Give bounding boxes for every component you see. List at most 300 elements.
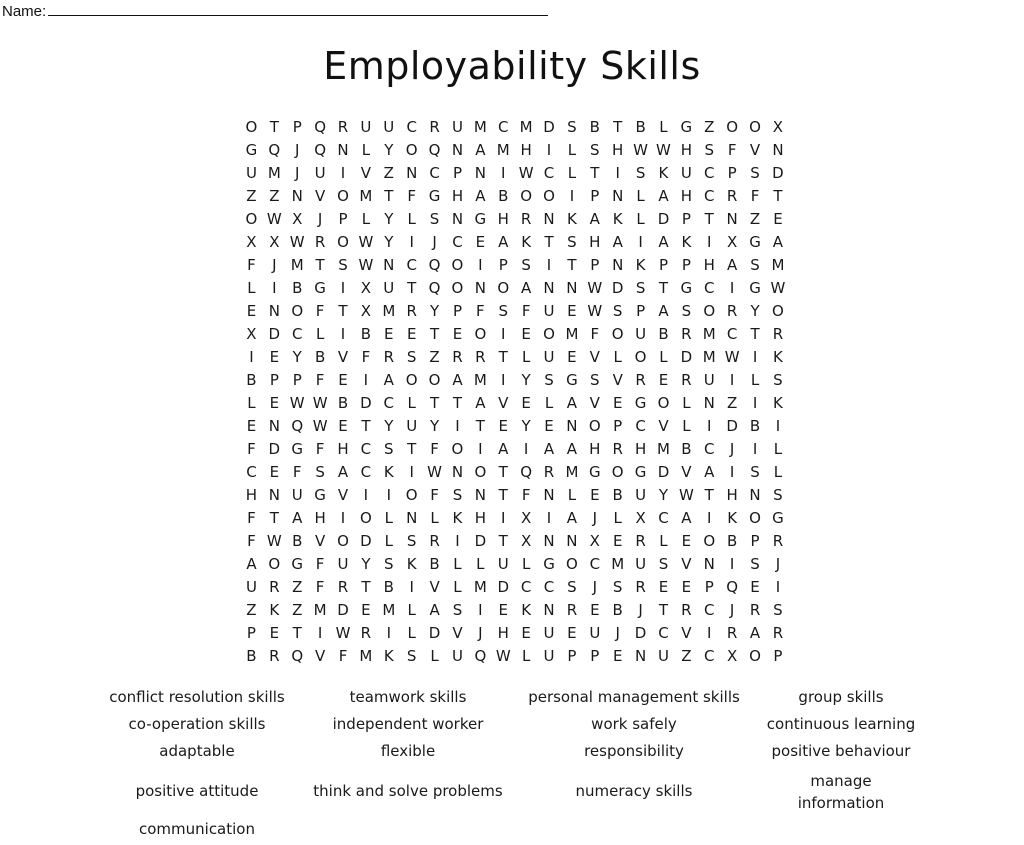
grid-letter: B [727,531,738,550]
grid-letter: I [775,416,781,435]
grid-letter: A [452,370,463,389]
grid-letter: L [361,209,371,228]
grid-letter: K [452,508,463,527]
grid-letter: N [612,255,624,274]
grid-letter: G [543,554,555,573]
grid-letter: B [246,370,257,389]
grid-letter: X [246,324,257,343]
grid-letter: S [429,209,440,228]
name-label: Name: [2,3,47,20]
grid-row [240,621,789,644]
grid-row [240,322,789,345]
grid-letter: O [245,209,258,228]
grid-letter: U [245,163,257,182]
grid-letter: C [704,163,715,182]
grid-letter: F [727,140,737,159]
grid-letter: X [520,508,532,527]
grid-letter: S [567,232,577,251]
grid-letter: I [501,324,506,343]
grid-letter: B [589,117,600,136]
grid-letter: O [474,462,487,481]
grid-letter: A [292,508,303,527]
grid-letter: K [566,209,577,228]
grid-letter: Q [726,577,739,596]
grid-letter: O [543,324,555,343]
grid-letter: I [729,370,735,389]
grid-letter: T [544,232,554,251]
word-bank-item: numeracy skills [575,782,693,800]
grid-letter: H [245,485,258,504]
grid-letter: P [613,416,623,435]
grid-letter: C [498,117,509,136]
grid-letter: C [589,554,601,573]
grid-letter: F [247,255,256,274]
grid-letter: E [406,324,417,343]
grid-letter: O [703,301,716,320]
grid-letter: S [406,347,417,366]
grid-letter: A [475,140,486,159]
grid-letter: C [704,600,715,619]
grid-letter: R [383,347,394,366]
grid-letter: K [773,347,783,366]
grid-letter: T [498,485,508,504]
grid-letter: F [315,370,325,389]
name-blank-line [48,3,548,16]
grid-letter: O [428,370,441,389]
grid-letter: I [752,439,758,458]
grid-letter: J [295,140,300,159]
grid-letter: N [406,163,418,182]
grid-letter: Z [749,209,761,228]
grid-letter: O [405,140,418,159]
grid-letter: P [246,623,256,642]
grid-letter: F [247,439,256,458]
grid-letter: I [546,140,552,159]
grid-letter: J [478,623,483,642]
grid-letter: O [749,117,761,136]
grid-letter: R [681,324,692,343]
grid-letter: A [704,462,715,481]
grid-letter: O [611,324,624,343]
grid-letter: W [678,485,694,504]
grid-letter: B [383,577,394,596]
grid-letter: S [612,301,623,320]
grid-letter: A [658,232,669,251]
grid-letter: I [707,232,712,251]
word-bank-item: think and solve problems [313,782,503,800]
grid-letter: C [291,324,303,343]
grid-letter: U [337,554,349,573]
grid-letter: K [658,163,669,182]
grid-letter: X [727,646,738,665]
grid-letter: W [266,531,282,550]
grid-letter: L [407,600,416,619]
grid-letter: Q [428,140,441,159]
grid-letter: X [292,209,303,228]
grid-letter: L [659,117,668,136]
grid-letter: R [635,370,646,389]
grid-letter: E [521,623,531,642]
grid-letter: N [634,646,647,665]
grid-letter: W [587,278,603,297]
grid-letter: U [451,117,463,136]
grid-letter: I [455,531,460,550]
grid-letter: L [315,324,325,343]
grid-letter: Y [384,232,394,251]
word-bank-item: teamwork skills [349,688,467,706]
word-bank-item: work safely [591,715,677,733]
grid-letter: E [521,324,531,343]
grid-letter: W [358,232,374,251]
grid-letter: M [565,324,579,343]
grid-letter: L [407,209,416,228]
grid-letter: A [749,623,761,642]
grid-letter: F [476,301,485,320]
grid-letter: L [453,554,462,573]
grid-letter: L [613,347,622,366]
grid-letter: L [407,393,416,412]
grid-letter: N [543,209,555,228]
grid-letter: H [337,439,349,458]
grid-letter: K [383,646,394,665]
grid-letter: N [451,140,464,159]
grid-letter: E [269,462,280,481]
grid-letter: L [247,393,256,412]
grid-letter: S [773,370,783,389]
grid-letter: F [247,508,256,527]
grid-letter: W [427,462,442,481]
grid-letter: O [451,278,464,297]
grid-letter: X [635,508,646,527]
grid-letter: B [681,439,692,458]
grid-letter: R [566,600,578,619]
grid-letter: N [543,600,555,619]
grid-letter: R [543,462,555,481]
word-bank-item: communication [138,820,255,838]
grid-letter: U [589,623,601,642]
grid-letter: I [363,485,369,504]
grid-letter: I [569,186,575,205]
grid-letter: I [707,508,712,527]
grid-letter: L [453,577,462,596]
grid-letter: T [429,393,440,412]
grid-letter: I [272,278,277,297]
grid-letter: A [612,232,623,251]
grid-letter: V [429,577,440,596]
grid-letter: A [658,301,669,320]
grid-letter: I [478,439,483,458]
grid-row [240,529,789,552]
word-bank-item: responsibility [584,742,684,760]
grid-row [240,552,789,575]
grid-letter: D [360,393,372,412]
grid-letter: F [750,186,760,205]
grid-letter: N [703,393,715,412]
grid-letter: R [726,301,738,320]
grid-letter: P [727,163,737,182]
grid-letter: Z [292,600,303,619]
grid-row [240,368,789,391]
grid-letter: I [546,255,552,274]
grid-letter: K [406,554,417,573]
page-title: Employability Skills [323,44,701,88]
grid-letter: Q [520,462,533,481]
grid-letter: R [337,577,349,596]
grid-letter: E [269,347,280,366]
grid-letter: R [406,301,417,320]
grid-letter: I [249,347,254,366]
grid-letter: K [681,232,692,251]
grid-letter: J [729,439,735,458]
grid-letter: S [452,485,463,504]
grid-letter: V [681,554,692,573]
grid-letter: U [383,117,395,136]
grid-letter: V [337,485,349,504]
grid-letter: I [340,278,346,297]
grid-row [240,253,789,276]
grid-letter: O [291,301,304,320]
grid-letter: I [340,508,346,527]
grid-letter: L [682,416,691,435]
grid-letter: Y [750,301,760,320]
grid-letter: L [773,462,783,481]
grid-letter: D [497,577,510,596]
grid-letter: C [520,577,532,596]
grid-letter: O [497,278,510,297]
word-bank-item: co-operation skills [128,715,266,733]
grid-letter: T [773,186,783,205]
grid-letter: K [383,462,394,481]
grid-letter: E [612,393,623,412]
grid-letter: T [315,255,325,274]
grid-letter: L [407,623,416,642]
grid-letter: S [452,600,463,619]
grid-row [240,644,789,667]
grid-letter: M [611,554,625,573]
grid-letter: R [726,186,738,205]
grid-letter: F [315,554,325,573]
grid-letter: P [590,186,600,205]
grid-letter: O [405,370,418,389]
grid-letter: W [312,416,328,435]
grid-letter: L [636,186,645,205]
grid-letter: A [566,439,578,458]
grid-letter: N [451,209,464,228]
grid-letter: A [498,439,509,458]
grid-letter: C [543,577,555,596]
grid-letter: P [567,646,577,665]
grid-letter: I [363,370,369,389]
grid-letter: L [567,140,577,159]
grid-letter: S [773,600,783,619]
grid-letter: V [589,393,600,412]
grid-letter: Y [429,301,440,320]
grid-letter: U [360,117,372,136]
grid-letter: P [452,301,462,320]
grid-letter: T [269,508,279,527]
grid-letter: S [681,301,692,320]
grid-letter: I [752,393,758,412]
grid-letter: W [495,646,511,665]
grid-letter: B [314,347,326,366]
grid-letter: B [612,485,623,504]
grid-letter: T [429,324,440,343]
grid-letter: P [498,255,508,274]
grid-letter: L [476,554,485,573]
word-bank-item: continuous learning [766,715,916,733]
grid-letter: E [498,600,508,619]
word-bank-item: positive behaviour [771,742,911,760]
grid-letter: H [634,439,647,458]
grid-letter: E [590,600,600,619]
grid-letter: I [409,577,414,596]
grid-letter: Q [268,140,281,159]
grid-letter: K [521,600,532,619]
grid-letter: I [729,554,735,573]
grid-letter: U [543,646,555,665]
grid-letter: T [292,623,302,642]
grid-letter: R [635,577,646,596]
grid-letter: U [291,485,303,504]
grid-letter: X [589,531,600,550]
grid-letter: K [773,393,783,412]
grid-letter: D [657,209,670,228]
grid-letter: O [405,485,418,504]
grid-letter: G [428,186,441,205]
grid-letter: L [544,393,554,412]
grid-letter: M [473,577,487,596]
grid-letter: Q [428,255,441,274]
grid-letter: C [452,232,463,251]
word-bank-item: independent worker [332,715,484,733]
grid-letter: E [567,347,577,366]
grid-letter: Q [314,140,327,159]
grid-letter: Y [384,140,394,159]
grid-letter: C [406,117,417,136]
grid-letter: Z [246,600,257,619]
grid-letter: U [245,577,257,596]
grid-letter: D [657,462,670,481]
grid-letter: M [359,646,373,665]
grid-letter: H [589,439,601,458]
grid-letter: A [383,370,394,389]
grid-letter: A [475,186,486,205]
word-bank-item: conflict resolution skills [109,688,285,706]
grid-letter: I [707,416,712,435]
grid-letter: N [543,485,555,504]
grid-letter: M [473,117,487,136]
grid-letter: A [772,232,784,251]
grid-letter: I [729,462,735,481]
grid-letter: G [749,278,761,297]
grid-letter: I [752,347,758,366]
grid-letter: S [590,370,600,389]
grid-letter: O [474,324,487,343]
grid-letter: L [682,393,691,412]
grid-letter: J [638,600,643,619]
grid-letter: G [634,462,647,481]
grid-letter: T [338,301,348,320]
grid-letter: I [340,163,346,182]
grid-letter: H [612,140,624,159]
grid-letter: M [473,370,487,389]
grid-letter: T [407,439,417,458]
grid-letter: J [272,255,277,274]
grid-letter: F [521,485,531,504]
grid-letter: N [383,255,395,274]
grid-letter: A [337,462,349,481]
grid-letter: S [635,163,646,182]
grid-letter: E [681,531,692,550]
grid-letter: P [658,255,668,274]
grid-letter: R [749,600,761,619]
grid-letter: C [543,163,555,182]
grid-letter: V [681,462,692,481]
grid-letter: S [498,301,508,320]
grid-letter: A [246,554,257,573]
grid-letter: N [612,186,624,205]
grid-letter: M [519,117,533,136]
grid-letter: G [474,209,487,228]
grid-letter: P [292,370,302,389]
grid-letter: C [635,416,646,435]
grid-row [240,138,789,161]
grid-letter: A [681,508,692,527]
grid-letter: P [269,370,279,389]
grid-letter: E [475,232,486,251]
grid-letter: H [474,508,486,527]
grid-letter: O [520,186,533,205]
grid-row [240,598,789,621]
grid-letter: Q [314,117,327,136]
grid-letter: F [247,531,256,550]
grid-letter: W [289,393,305,412]
grid-letter: W [266,209,282,228]
grid-letter: V [658,416,669,435]
grid-row [240,184,789,207]
grid-letter: B [360,324,372,343]
grid-letter: P [750,531,760,550]
grid-letter: X [772,117,784,136]
grid-letter: C [658,623,669,642]
grid-letter: W [518,163,534,182]
grid-letter: Y [361,554,371,573]
grid-letter: D [337,600,349,619]
grid-letter: M [771,255,785,274]
grid-letter: N [772,140,784,159]
grid-letter: O [634,347,647,366]
grid-letter: E [338,370,348,389]
grid-letter: R [681,370,692,389]
grid-letter: O [726,117,739,136]
grid-letter: Z [269,186,280,205]
grid-letter: T [475,416,485,435]
grid-letter: V [360,163,372,182]
grid-letter: T [613,117,623,136]
grid-letter: G [314,278,326,297]
grid-letter: Q [291,646,304,665]
grid-letter: M [702,347,716,366]
grid-letter: W [587,301,603,320]
grid-letter: O [749,646,761,665]
grid-letter: E [521,393,531,412]
grid-letter: S [750,163,760,182]
grid-letter: G [772,508,784,527]
grid-letter: C [704,646,715,665]
grid-row [240,345,789,368]
grid-letter: U [543,623,555,642]
grid-letter: I [523,439,529,458]
